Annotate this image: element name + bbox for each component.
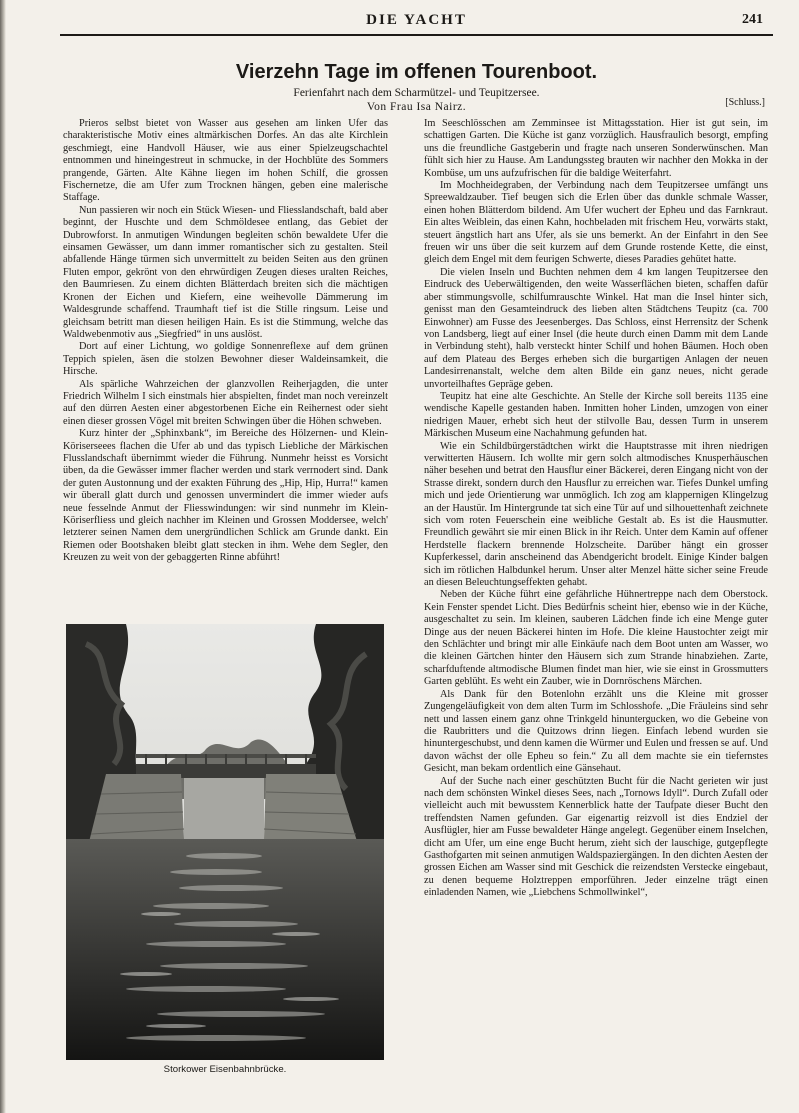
bridge-photo: [66, 624, 384, 1060]
header-rule: [60, 34, 773, 36]
paragraph: Die vielen Inseln und Buchten nehmen dem 4 km langen Teupitzersee den Eindruck des Ueberwältigenden, den weite Wasserflächen bieten, schaffen dafür aber stimmungsvolle, schilfumrauschte Winkel. Hat man die Insel hinter sich, genisst man den Gesamteindruck des lieben alten Städtchens Teupitz (ca. 700 Einwohner) am Fusse des Jeesenberges. Das Schloss, einst Herrensitz der Schenk von Landsberg, liegt auf einer Insel (die heute durch einen Damm mit dem Lande in Verbindung steht), halb versteckt hinter Schilf und hohen Bäumen. Hoch oben auf dem Plateau des Berges erheben sich die burgartigen Anlagen der neuen Landesirrenanstalt, welche dem alten Bilde ein ganz neues, nicht gerade unvorteilhaftes Gepräge geben.: [424, 266, 768, 390]
paragraph: Prieros selbst bietet von Wasser aus gesehen am linken Ufer das charakteristische Motiv eines altmärkischen Dorfes. An das alte Kirchlein geschmiegt, eine Handvoll Häuser, wie aus einer Spielzeugschachtel entnommen und hineingestreut in schmucke, in der Hochblüte des Sommers prangende, Gärten. Alte Kähne liegen im hohen Schilf, die grossen Fischernetze, die am Ufer zum Trocknen hängen, geben eine malerische Staffage.: [63, 118, 388, 204]
article-subtitle: Ferienfahrt nach dem Scharmützel- und Teupitzersee.: [293, 87, 540, 99]
paragraph: Im Seeschlösschen am Zemminsee ist Mittagsstation. Hier ist gut sein, im schattigen Garten. Die Küche ist ganz vorzüglich. Hausfraulich besorgt, empfing uns die freundliche Gastgeberin und fragte nach unseren Sonderwünschen. Man fühlt sich hier zu Hause. Am Landungssteg brauten wir nachher den Mokka in der Kombüse, um uns aufzufrischen für die baldige Weiterfahrt.: [424, 118, 768, 179]
article-byline: Von Frau Isa Nairz.: [366, 101, 467, 113]
paragraph: Als spärliche Wahrzeichen der glanzvollen Reiherjagden, die unter Friedrich Wilhelm I sich einstmals hier abspielten, findet man noch vereinzelt auf den dürren Aesten einer abgestorbenen Eiche ein Reihernest oder sieht einen dieser grossen Vögel mit breiten Schwingen über die Höhen schweben.: [63, 378, 388, 427]
continued-marker: [Schluss.]: [725, 97, 765, 108]
photo-caption: Storkower Eisenbahnbrücke.: [163, 1064, 287, 1075]
page-number: 241: [742, 12, 763, 27]
left-column: [63, 118, 388, 565]
paragraph: Als Dank für den Botenlohn erzählt uns die Kleine mit grosser Zungengeläufigkeit von dem alten Turm im Schlosshofe. „Die Fräuleins sind sehr nett und lassen einem ganz ohne Trinkgeld hinuntergucken, wo die Gebeine von die Raubritters und die Quitzows drinn liegen. Einfach lebend wurden sie hinuntergeschubst, und denn kamen die Würmer und Eulen und fressen se auf. Und davon wächst der olle Epheu so fein.“ Zu all dem machte sie ein tiefernstes Gesicht, man bekam ordentlich eine Gänsehaut.: [424, 688, 768, 775]
paragraph: Teupitz hat eine alte Geschichte. An Stelle der Kirche soll bereits 1135 eine wendische Kapelle gestanden haben. Inmitten hoher Linden, umzogen von einer niedrigen Mauer, erhebt sich heut der stilvolle Bau, dessen Turm in unserem Märkischen Museum eine Nachahmung gefunden hat.: [424, 390, 768, 440]
article-title: Vierzehn Tage im offenen Tourenboot.: [235, 61, 598, 83]
paragraph: Im Mochheidegraben, der Verbindung nach dem Teupitzersee umfängt uns Spreewaldzauber. Tief beugen sich die Erlen über das dunkle schmale Wasser, einen hohen Blätterdom bildend. Am Ufer wuchert der Epheu und das Farnkraut. Ein altes Weiblein, das einen Kahn, hochbeladen mit frischem Heu, vorwärts stakt, steuert ängstlich hart ans Ufer, als sie uns bemerkt. An der Einfahrt in den See freuen wir uns über die seit kurzem auf dem Grunde rostende Kette, die einst, gleich dem Engel mit dem feurigen Schwerte, dieses Paradies gehütet hatte.: [424, 180, 768, 266]
running-head: [60, 12, 773, 34]
article-heading: [60, 60, 773, 114]
right-column: [424, 118, 768, 900]
journal-title: DIE YACHT: [366, 12, 467, 28]
paragraph: Dort auf einer Lichtung, wo goldige Sonnenreflexe auf dem grünen Teppich spielen, äsen die stolzen Bewohner dieser Waldeinsamkeit, die Hirsche.: [63, 341, 388, 378]
paragraph: Kurz hinter der „Sphinxbank“, im Bereiche des Hölzernen- und Klein-Köriserseees flachen die Ufer ab und das typisch Liebliche der Märkischen Flusslandschaft übernimmt wieder die Führung. Nunmehr heisst es Vorsicht üben, da die Gewässer immer flacher werden und stark verrnodert sind. Dank der guten Austonnung und der exakten Führung des „Hip, Hip, Hurra!“ kamen wir überall glatt durch und genossen unvermindert die immer wieder aufs neue fesselnde Anmut der Fliesswindungen: wir sind nunmehr im Klein-Köriserfliess und gleich nachher im Kleinen und Grossen Moddersee, welch' letzterer seinen Namen dem unergründlichen Schlick am Grunde dankt. Ein Riemen oder Bootshaken bleibt glatt stecken in ihm. Wehe dem Segler, den Kreuzen zu weit von der gebaggerten Rinne abführt!: [63, 428, 388, 564]
paragraph: Neben der Küche führt eine gefährliche Hühnertreppe nach dem Oberstock. Kein Fenster spendet Licht. Dies Bedürfnis scheint hier, ebenso wie in der Küche, ausgeschaltet zu sein. Im kleinen, sauberen Lädchen finde ich eine Menge guter Dinge aus der neuen Bäckerei hinten im Hofe. Die kleine Haustochter zeigt mir den Schlächter und bringt mir alle Einkäufe nach dem Boot unten am Wasser, wo die kleinen Gärtchen hinter den Häusern sich zum Strande hinabziehen. Zarte, scharfduftende altmodische Blumen findet man hier, wie sie einst in Grossmutters Garten geblüht. Es weht ein Zauber, wie in Dornröschens Märchen.: [424, 589, 768, 688]
paragraph: Nun passieren wir noch ein Stück Wiesen- und Fliesslandschaft, bald aber beginnt, der Huschte und dem Schmöldesee entlang, das Gebiet der Dubrowforst. In anmutigen Windungen begleiten schön bewaldete Ufer die einsamen Gewässer, um dann immer romantischer sich zu gestalten. Steil abfallende Hänge türmen sich unvermittelt zu beiden Seiten aus den grünen Fluten empor, gekrönt von den ehrwürdigen Zeugen dieses uralten Reiches, den Baumriesen. Zu einem dichten Blätterdach breiten sich die mächtigen Kronen der Eichen und Kiefern, eine weihevolle Dämmerung im Waldesgrunde schaffend. Traumhaft tief ist die Stille ringsum. Leise und gleichsam betritt man diesen heiligen Hain. Es ist die Stimmung, welche das Waldwebenmotiv aus „Siegfried“ in uns auslöst.: [63, 204, 388, 340]
paragraph: Wie ein Schildbürgerstädtchen wirkt die Hauptstrasse mit ihren niedrigen verwitterten Häusern. Ich wollte mir gern solch altmodisches Knusperhäuschen näher besehen und betrat den Hausflur einer Bäckerei, deren Eingang nicht von der Strasse direkt, sondern durch den Hausflur zu erreichen war. Tiefes Dunkel umfing mich und jede Orientierung war unmöglich. Ich zog am klappernigen Klingelzug an der Haustür. Im Hintergrunde tat sich eine Tür auf und silhouettenhaft zeichnete sich vom roten Feuerschein eine weibliche Gestalt ab. Es ist die Hausmutter. Freundlich gewährt sie mir einen Blick in ihr Reich. Unter dem Kamin auf offener Herdstelle flackern brennende Holzscheite. Darüber hängt ein grosser Kupferkessel, darin anscheinend das Abendgericht brodelt. Einige Kinder balgen sich im rötlichen Halbdunkel herum. Unser alter Menzel hätte sicher seine Freude an diesen Beleuchtungseffekten gehabt.: [424, 440, 768, 589]
page-binding-edge: [0, 0, 6, 1113]
paragraph: Auf der Suche nach einer geschützten Bucht für die Nacht gerieten wir just nach dem schönsten Winkel dieses Sees, nach „Tornows Idyll“. Durch Zufall oder vielleicht auch mit bewusstem Kennerblick hatte der Taufpate dieser Bucht den treffendsten Namen gefunden. Gar eigenartig reizvoll ist dies Endziel der Ausflügler, hier am Fusse bewaldeter Hänge angelegt. Gegenüber einem Inselchen, dicht am Ufer, um eine enge Bucht herum, zieht sich der lauschige, gutgepflegte Gasthofgarten mit seinen anmutigen Waldspaziergängen. In den dichten Aesten der grossen Eichen am Wasser sind mit Geschick die reizendsten Verstecke eingebaut, zu denen bequeme Holztreppen emporführen. Jeder einzelne trägt einen einladenden Namen, wie „Liebchens Schmollwinkel“,: [424, 775, 768, 899]
